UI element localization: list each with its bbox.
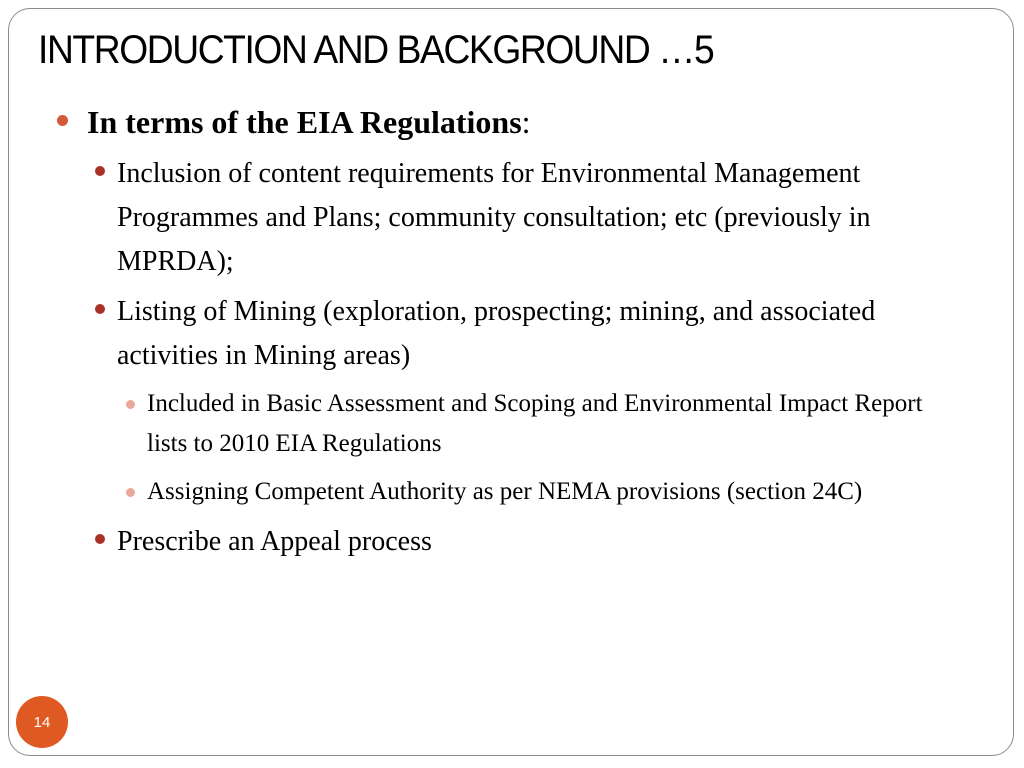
- bullet-item-level2: [94, 520, 976, 564]
- page-number-badge: 14: [16, 696, 68, 748]
- bullet-dot-icon: [95, 304, 105, 314]
- bullet-item-level2: [94, 290, 976, 378]
- bullet-item-level3: [126, 472, 957, 512]
- bullet-dot-icon: [95, 534, 105, 544]
- bullet-text: Assigning Competent Authority as per NEMA provisions (section 24C): [147, 478, 863, 505]
- bullet-heading-text: In terms of the EIA Regulations: [87, 104, 522, 140]
- bullet-text: Listing of Mining (exploration, prospecting; mining, and associated activities in Mining areas): [117, 296, 876, 371]
- bullet-dot-icon: [57, 115, 68, 126]
- bullet-item-level2: [94, 152, 976, 284]
- bullet-text: Prescribe an Appeal process: [117, 526, 432, 557]
- bullet-dot-icon: [126, 488, 135, 497]
- bullet-text: Included in Basic Assessment and Scoping and Environmental Impact Report lists to 2010 EIA Regulations: [147, 390, 923, 457]
- bullet-dot-icon: [95, 166, 105, 176]
- bullet-item-level3: [126, 384, 957, 464]
- bullet-item-level1: [56, 102, 976, 142]
- bullet-dot-icon: [126, 400, 135, 409]
- slide-title: INTRODUCTION AND BACKGROUND …5: [38, 28, 714, 72]
- bullet-text: Inclusion of content requirements for Environmental Management Programmes and Plans; community consultation; etc (previously in MPRDA);: [117, 158, 871, 277]
- slide-content: [56, 102, 976, 570]
- bullet-heading-colon: :: [521, 104, 531, 140]
